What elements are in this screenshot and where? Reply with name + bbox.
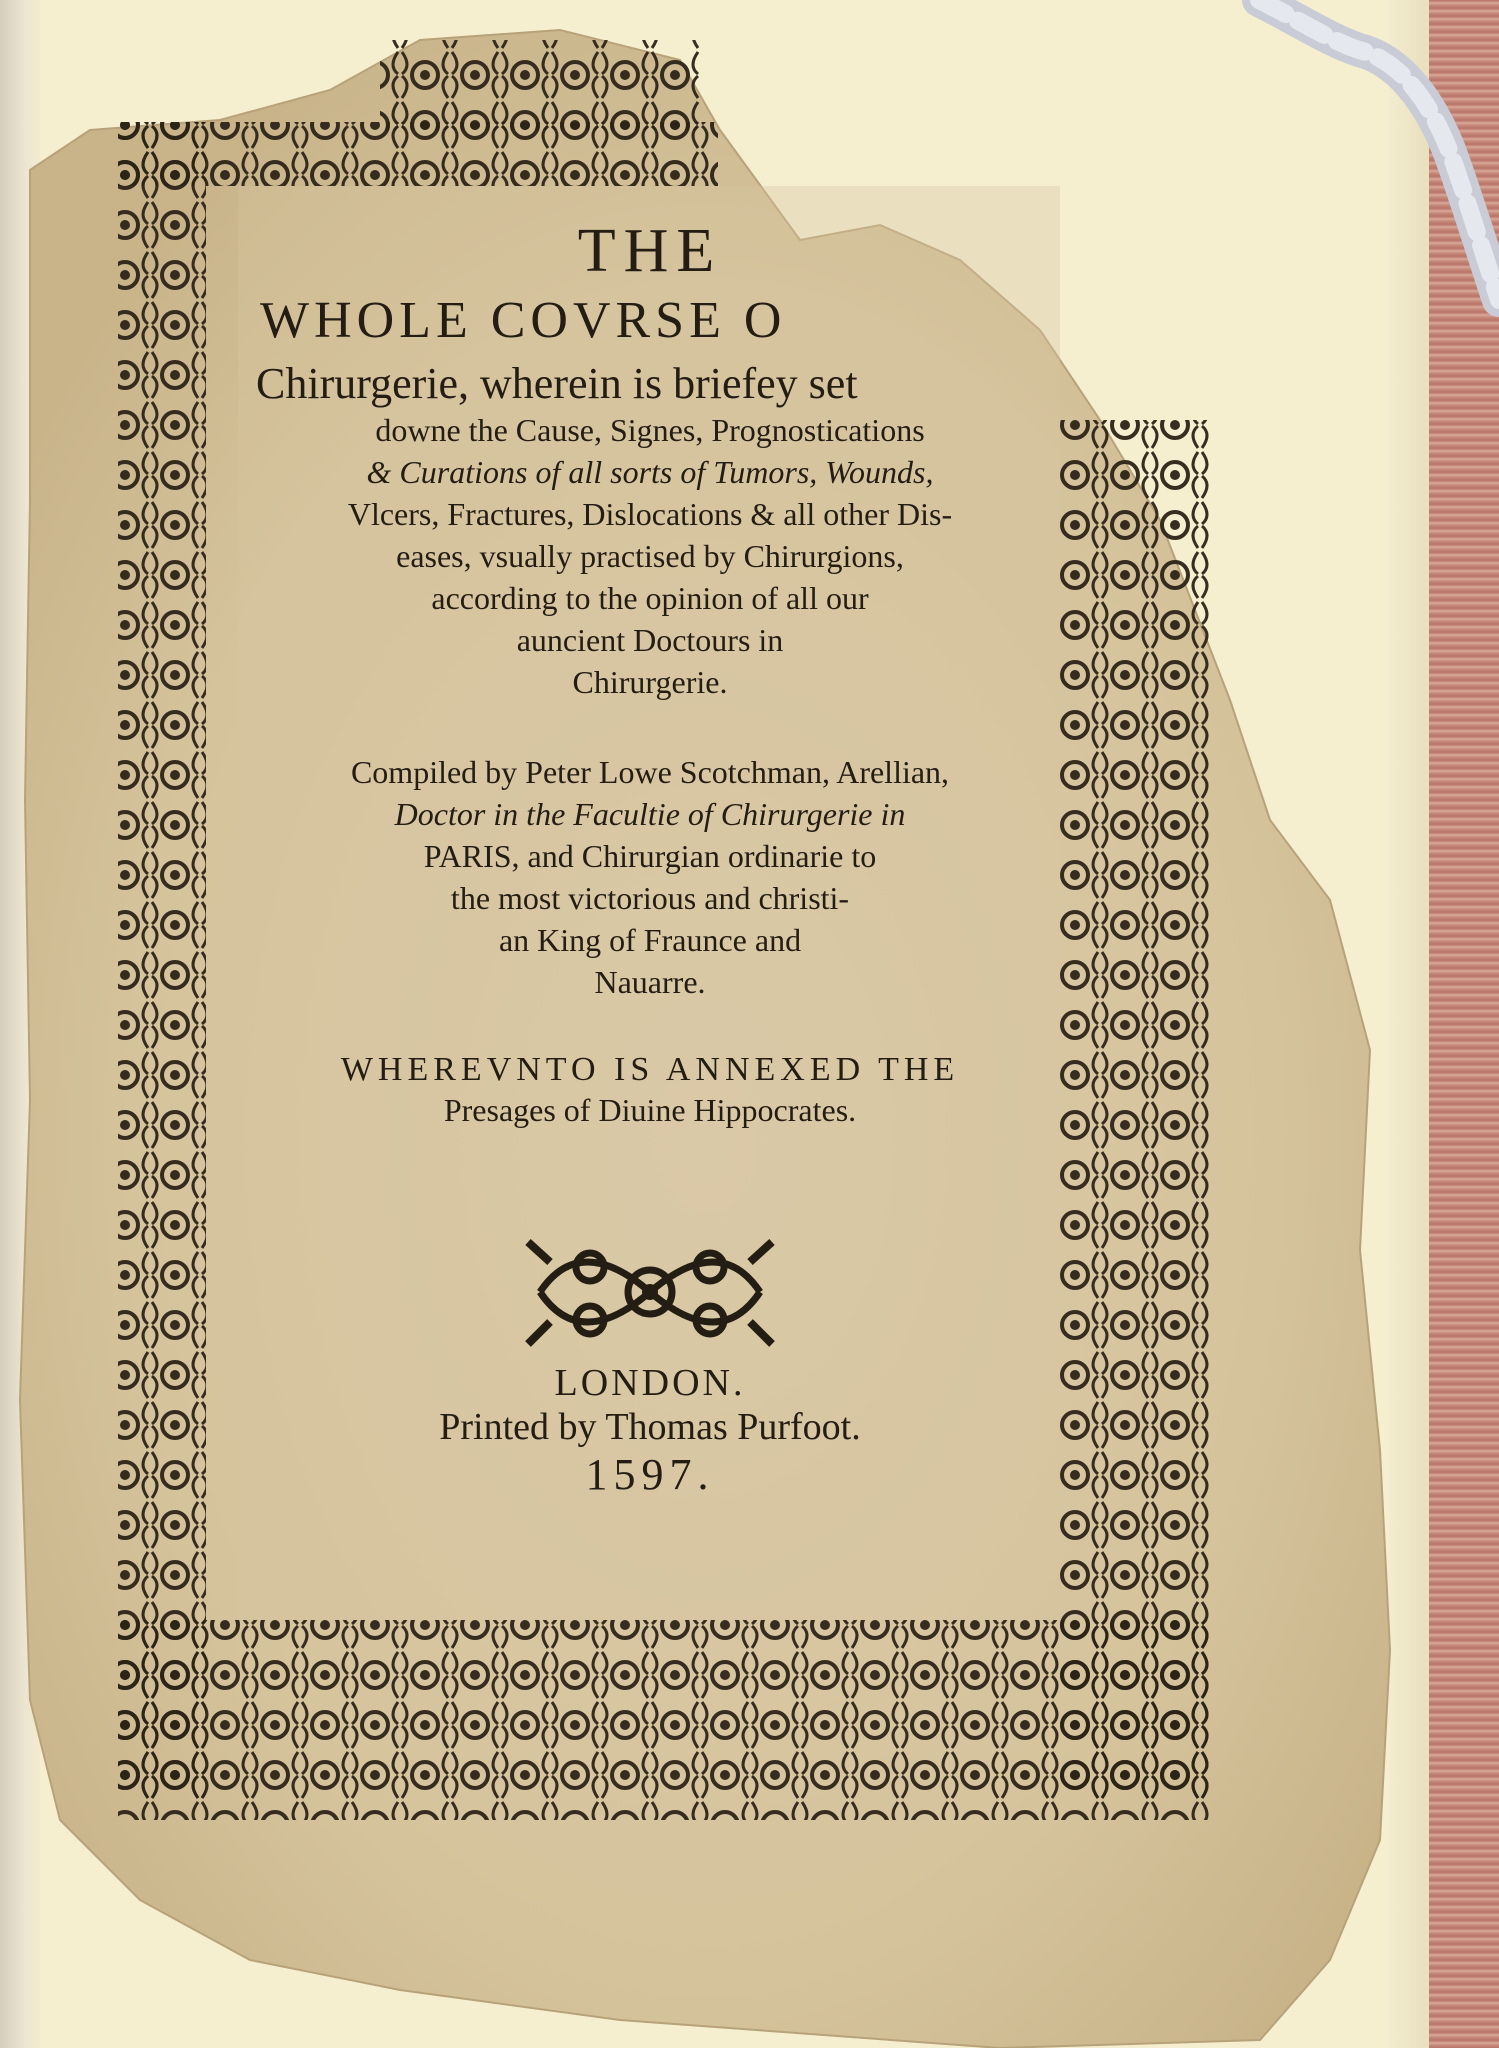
description-line: according to the opinion of all our xyxy=(431,580,869,616)
author-line: Doctor in the Facultie of Chirurgerie in xyxy=(394,796,906,832)
annex-text: Presages of Diuine Hippocrates. xyxy=(443,1092,857,1128)
title-page-text xyxy=(250,200,1050,1500)
title-the: THE xyxy=(577,217,723,285)
description-line: Vlcers, Fractures, Dislocations & all other Dis- xyxy=(347,496,953,532)
description-line: downe the Cause, Signes, Prognostications xyxy=(375,412,925,448)
author-line: Nauarre. xyxy=(594,964,706,1000)
imprint-place: LONDON. xyxy=(554,1362,746,1404)
author-line: the most victorious and christi- xyxy=(450,880,850,916)
author-line: Compiled by Peter Lowe Scotchman, Arellian, xyxy=(350,754,950,790)
description-line: eases, vsually practised by Chirurgions, xyxy=(396,538,904,574)
annex-heading: WHEREVNTO IS ANNEXED THE xyxy=(340,1051,960,1088)
author-line: an King of Fraunce and xyxy=(498,922,802,958)
imprint-printer: Printed by Thomas Purfoot. xyxy=(439,1406,861,1448)
description-line: Chirurgerie, wherein is briefey set xyxy=(256,359,858,408)
description-line: & Curations of all sorts of Tumors, Wounds, xyxy=(366,454,934,490)
description-line: Chirurgerie. xyxy=(572,664,728,700)
imprint-year: 1597. xyxy=(585,1450,715,1499)
author-line: PARIS, and Chirurgian ordinarie to xyxy=(423,838,877,874)
description-line: auncient Doctours in xyxy=(516,622,784,658)
title-heading: WHOLE COVRSE O xyxy=(260,292,787,349)
